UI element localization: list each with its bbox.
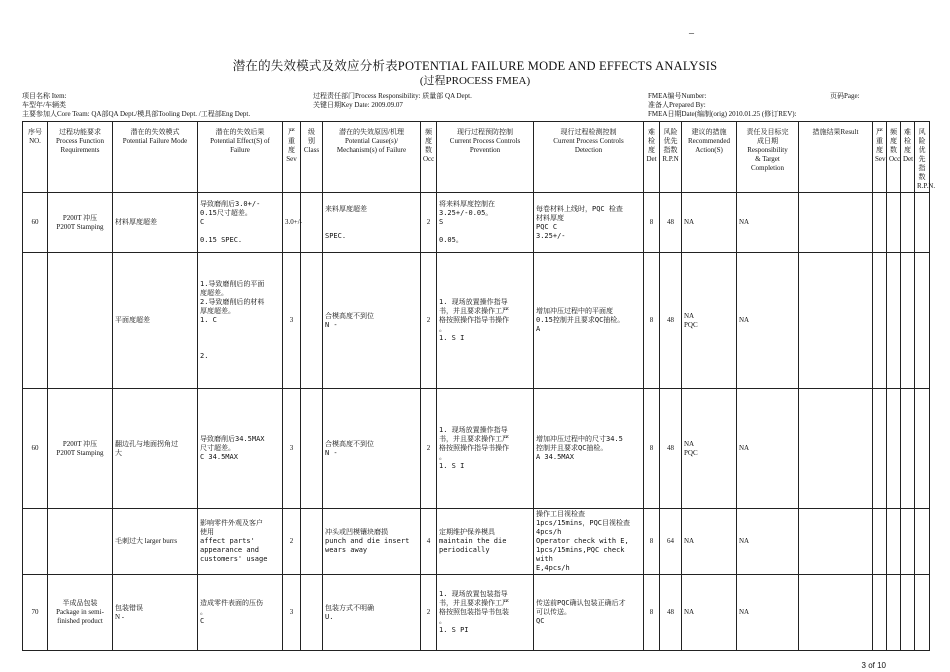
cell-action: NA [682, 193, 737, 253]
table-row [23, 253, 930, 389]
cell-effect: 影响零件外观及客户 使用 affect parts' appearance and customers' usage [198, 509, 283, 575]
cell-result-empty [901, 509, 915, 575]
cell-result-empty [901, 389, 915, 509]
cell-result-empty [873, 509, 887, 575]
cell-detection: 增加冲压过程中的尺寸34.5 控制并且要求QC抽检。 A 34.5MAX [534, 389, 644, 509]
cell-occ: 2 [421, 389, 437, 509]
cell-resp: NA [737, 193, 799, 253]
cell-process: 半成品包装 Package in semi- finished product [48, 575, 113, 651]
fmea-number-label: FMEA编号Number: [648, 92, 707, 100]
cell-result-empty [887, 575, 901, 651]
col-result: 措施结果Result [799, 122, 873, 193]
cell-no: 60 [23, 193, 48, 253]
top-mark: _ [689, 24, 694, 35]
cell-resp: NA [737, 509, 799, 575]
cell-cls [301, 389, 323, 509]
cell-result-empty [799, 389, 873, 509]
col-process: 过程功能要求 Process Function Requirements [48, 122, 113, 193]
cell-process: P200T 冲压 P200T Stamping [48, 389, 113, 509]
cell-sev: 3 [283, 575, 301, 651]
cell-sev: 3 [283, 389, 301, 509]
col-detection: 现行过程检测控制 Current Process Controls Detection [534, 122, 644, 193]
cell-result-empty [887, 253, 901, 389]
col-sev: 严 重 度 Sev [283, 122, 301, 193]
col-result-rpn: 风险 优先 指数 R.P.N. [915, 122, 930, 193]
cell-result-empty [901, 193, 915, 253]
cell-rpn: 48 [660, 389, 682, 509]
cell-cause: 来料厚度超差 SPEC. [323, 193, 421, 253]
cell-mode: 翻边孔与地面拐角过 大 [113, 389, 198, 509]
cell-sev: 2 [283, 509, 301, 575]
cell-detection: 传送前PQC确认包装正确后才 可以传送。 QC [534, 575, 644, 651]
cell-occ: 2 [421, 575, 437, 651]
cell-result-empty [873, 193, 887, 253]
cell-result-empty [873, 389, 887, 509]
cell-result-empty [799, 193, 873, 253]
page-label: 页码Page: [830, 92, 860, 100]
cell-prevention: 1. 现场放置包装指导 书，并且要求操作工严 格按照包装指导书包装 。 1. S PI [437, 575, 534, 651]
cell-result-empty [887, 509, 901, 575]
table-row [23, 389, 930, 509]
cell-occ: 2 [421, 193, 437, 253]
table-row [23, 193, 930, 253]
cell-result-empty [915, 389, 930, 509]
cell-rpn: 48 [660, 253, 682, 389]
cell-effect: 造成零件表面的压伤 。 C [198, 575, 283, 651]
cell-prevention: 1. 现场放置操作指导 书，并且要求操作工严 格按照操作指导书操作 。 1. S I [437, 389, 534, 509]
cell-prevention: 1. 现场放置操作指导 书，并且要求操作工严 格按照操作指导书操作 。 1. S I [437, 253, 534, 389]
cell-effect: 导致磨削后3.0+/- 0.15尺寸超差。 C 0.15 SPEC. [198, 193, 283, 253]
cell-rpn: 48 [660, 193, 682, 253]
cell-sev: 3 [283, 253, 301, 389]
cell-cause: 合模高度不到位 N - [323, 253, 421, 389]
cell-detection: 每卷材料上线时，PQC 检查 材料厚度 PQC C 3.25+/- [534, 193, 644, 253]
col-det: 难 检 度 Det [644, 122, 660, 193]
responsibility-label: 过程责任部门Process Responsibility: 质量部 QA Dept. [313, 92, 472, 100]
cell-no: 70 [23, 575, 48, 651]
cell-no: 60 [23, 389, 48, 509]
cell-result-empty [873, 253, 887, 389]
table-row [23, 575, 930, 651]
cell-resp: NA [737, 389, 799, 509]
cell-action: NA PQC [682, 253, 737, 389]
cell-mode: 毛刺过大 larger burrs [113, 509, 198, 575]
col-class: 级 别 Class [301, 122, 323, 193]
cell-resp: NA [737, 575, 799, 651]
cell-cls [301, 253, 323, 389]
cell-detection: 增加冲压过程中的平面度 0.15控制并且要求QC抽检。 A [534, 253, 644, 389]
cell-det: 8 [644, 253, 660, 389]
prepared-by-label: 准备人Prepared By: [648, 101, 706, 109]
col-result-det: 难 检 度 Det [901, 122, 915, 193]
cell-process [48, 253, 113, 389]
col-seq: 序号 NO. [23, 122, 48, 193]
item-label: 项目名称 Item: [22, 92, 67, 100]
cell-result-empty [887, 389, 901, 509]
key-date-label: 关键日期Key Date: 2009.09.07 [313, 101, 403, 109]
col-result-sev: 严 重 度 Sev [873, 122, 887, 193]
col-occ: 频 度 数 Occ [421, 122, 437, 193]
cell-effect: 导致磨削后34.5MAX 尺寸超差。 C 34.5MAX [198, 389, 283, 509]
cell-cause: 冲头或凹模镶块磨损 punch and die insert wears away [323, 509, 421, 575]
cell-detection: 操作工目视检查 1pcs/15mins，PQC目视检查 4pcs/h Operator check with E, 1pcs/15mins,PQC check with E,4pcs/h [534, 509, 644, 575]
cell-effect: 1.导致磨削后的平面 度超差。 2.导致磨削后的材料 厚度超差。 1. C 2. [198, 253, 283, 389]
page-number: 3 of 10 [861, 661, 886, 670]
cell-prevention: 定期维护保养模具 maintain the die periodically [437, 509, 534, 575]
fmea-date-label: FMEA日期Date(编制(orig) 2010.01.25 (修订REV): [648, 110, 797, 118]
cell-no [23, 253, 48, 389]
cell-action: NA [682, 575, 737, 651]
cell-prevention: 将来料厚度控制在 3.25+/-0.05。 S 0.05。 [437, 193, 534, 253]
cell-mode: 平面度超差 [113, 253, 198, 389]
cell-result-empty [873, 575, 887, 651]
col-failure-mode: 潜在的失效模式 Potential Failure Mode [113, 122, 198, 193]
cell-result-empty [799, 575, 873, 651]
cell-process: P200T 冲压 P200T Stamping [48, 193, 113, 253]
cell-result-empty [799, 509, 873, 575]
cell-cause: 包装方式不明确 U. [323, 575, 421, 651]
cell-rpn: 48 [660, 575, 682, 651]
cell-mode: 材料厚度超差 [113, 193, 198, 253]
cell-sev: 3.0+/- [283, 193, 301, 253]
table-row [23, 509, 930, 575]
cell-occ: 4 [421, 509, 437, 575]
col-prevention: 现行过程预防控制 Current Process Controls Prevention [437, 122, 534, 193]
cell-occ: 2 [421, 253, 437, 389]
cell-resp: NA [737, 253, 799, 389]
col-responsibility: 责任及目标完 成日期 Responsibility & Target Completion [737, 122, 799, 193]
col-effect: 潜在的失效后果 Potential Effect(S) of Failure [198, 122, 283, 193]
cell-action: NA [682, 509, 737, 575]
cell-no [23, 509, 48, 575]
header-row [23, 122, 930, 193]
cell-cause: 合模高度不到位 N - [323, 389, 421, 509]
core-team-label: 主要参加人Core Team: QA部QA Dept./模具部Tooling Dept. /工程部Eng Dept. [22, 110, 251, 118]
cell-result-empty [915, 253, 930, 389]
col-result-occ: 频 度 数 Occ [887, 122, 901, 193]
col-action: 建议的措施 Recommended Action(S) [682, 122, 737, 193]
cell-result-empty [887, 193, 901, 253]
cell-result-empty [901, 575, 915, 651]
cell-cls [301, 575, 323, 651]
cell-result-empty [915, 575, 930, 651]
document-subtitle: (过程PROCESS FMEA) [419, 75, 531, 87]
col-cause: 潜在的失效原因/机理 Potential Cause(s)/ Mechanism(s) of Failure [323, 122, 421, 193]
col-rpn: 风险 优先 指数 R.P.N [660, 122, 682, 193]
cell-det: 8 [644, 575, 660, 651]
model-label: 车型年/车辆类 [22, 101, 66, 109]
fmea-table [22, 121, 936, 651]
cell-result-empty [799, 253, 873, 389]
cell-mode: 包装错误 N - [113, 575, 198, 651]
cell-det: 8 [644, 509, 660, 575]
cell-cls [301, 193, 323, 253]
document-title: 潜在的失效模式及效应分析表POTENTIAL FAILURE MODE AND EFFECTS ANALYSIS [232, 59, 718, 73]
cell-cls [301, 509, 323, 575]
cell-process [48, 509, 113, 575]
cell-result-empty [901, 253, 915, 389]
cell-result-empty [915, 509, 930, 575]
cell-action: NA PQC [682, 389, 737, 509]
cell-rpn: 64 [660, 509, 682, 575]
cell-result-empty [915, 193, 930, 253]
cell-det: 8 [644, 193, 660, 253]
cell-det: 8 [644, 389, 660, 509]
